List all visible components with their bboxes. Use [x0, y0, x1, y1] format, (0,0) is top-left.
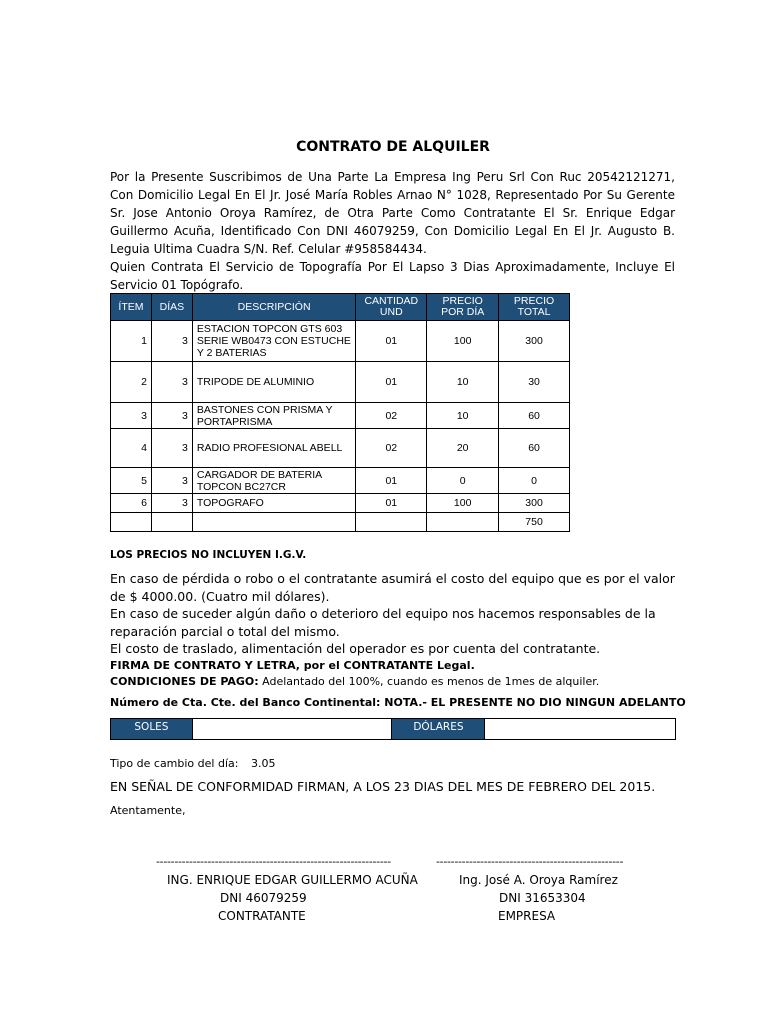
cell-dias: 3 — [151, 468, 192, 494]
cell-precio-dia: 100 — [427, 321, 499, 362]
left-signer-name: ING. ENRIQUE EDGAR GUILLERMO ACUÑA — [167, 873, 418, 887]
cell-precio-total: 30 — [499, 362, 570, 403]
intro-paragraph: Por la Presente Suscribimos de Una Parte La Empresa Ing Peru Srl Con Ruc 20542121271, Con Domicilio Legal En El Jr. José María Robles Arnao N° 1028, Representado Por Su Gerente Sr. Jose Antonio Oroya Ramírez, de Otra Parte Como Contratante El Sr. Enrique Edgar Guillermo Acuña, Identificado Con DNI 46079259, Con Domicilio Legal En El Jr. Augusto B. Leguia Ultima Cuadra S/N. Ref. Celular #958584434. — [110, 170, 675, 256]
table-row — [111, 321, 570, 362]
left-signature-line: ---------------------------------------------------------------- — [156, 855, 391, 868]
bank-table — [110, 718, 676, 740]
cell-dias: 3 — [151, 403, 192, 429]
cell-dias: 3 — [151, 429, 192, 468]
cell-precio-dia: 100 — [427, 494, 499, 513]
exchange-value: 3.05 — [250, 757, 276, 770]
cell-item: 4 — [111, 429, 152, 468]
empty-cell — [192, 513, 355, 532]
right-signature-line: --------------------------------------------------- — [436, 855, 624, 868]
document-title: CONTRATO DE ALQUILER — [296, 139, 490, 155]
cell-descripcion: TRIPODE DE ALUMINIO — [192, 362, 355, 403]
header-cantidad: CANTIDAD UND — [356, 294, 427, 321]
cell-grand-total: 750 — [499, 513, 570, 532]
exchange-rate — [110, 757, 275, 770]
conditions-section — [110, 570, 675, 690]
table-row — [111, 494, 570, 513]
cell-descripcion: CARGADOR DE BATERIA TOPCON BC27CR — [192, 468, 355, 494]
transport-paragraph: El costo de traslado, alimentación del operador es por cuenta del contratante. — [110, 641, 601, 656]
damage-paragraph: En caso de suceder algún daño o deterioro del equipo nos hacemos responsables de la reparación parcial o total del mismo. — [110, 606, 656, 639]
intro-section — [110, 168, 675, 294]
conformity-statement: EN SEÑAL DE CONFORMIDAD FIRMAN, A LOS 23 DIAS DEL MES DE FEBRERO DEL 2015. — [110, 779, 656, 794]
exchange-label: Tipo de cambio del día: — [110, 757, 239, 770]
dolares-label: DÓLARES — [392, 719, 485, 740]
cell-descripcion: RADIO PROFESIONAL ABELL — [192, 429, 355, 468]
cell-cantidad: 01 — [356, 494, 427, 513]
cell-precio-total: 0 — [499, 468, 570, 494]
igv-note: LOS PRECIOS NO INCLUYEN I.G.V. — [110, 549, 307, 561]
cell-cantidad: 01 — [356, 468, 427, 494]
cell-item: 6 — [111, 494, 152, 513]
dolares-field[interactable] — [485, 719, 676, 740]
cell-precio-total: 300 — [499, 494, 570, 513]
table-row — [111, 429, 570, 468]
payment-label: CONDICIONES DE PAGO: — [110, 674, 259, 688]
soles-field[interactable] — [192, 719, 392, 740]
empty-cell — [427, 513, 499, 532]
left-signer-dni: DNI 46079259 — [220, 891, 307, 905]
cell-descripcion: BASTONES CON PRISMA Y PORTAPRISMA — [192, 403, 355, 429]
right-signer-dni: DNI 31653304 — [499, 891, 586, 905]
cell-precio-dia: 0 — [427, 468, 499, 494]
cell-descripcion: ESTACION TOPCON GTS 603 SERIE WB0473 CON ESTUCHE Y 2 BATERIAS — [192, 321, 355, 362]
header-descripcion: DESCRIPCIÓN — [192, 294, 355, 321]
right-signer-name: Ing. José A. Oroya Ramírez — [459, 873, 618, 887]
header-precio-total: PRECIO TOTAL — [499, 294, 570, 321]
cell-descripcion: TOPOGRAFO — [192, 494, 355, 513]
right-signer-role: EMPRESA — [498, 909, 556, 923]
header-precio-dia: PRECIO POR DÍA — [427, 294, 499, 321]
cell-cantidad: 02 — [356, 403, 427, 429]
table-row — [111, 468, 570, 494]
cell-item: 1 — [111, 321, 152, 362]
account-note: Número de Cta. Cte. del Banco Continental: NOTA.- EL PRESENTE NO DIO NINGUN ADELANTO — [110, 696, 686, 709]
cell-cantidad: 01 — [356, 321, 427, 362]
payment-conditions — [110, 674, 675, 690]
payment-text: Adelantado del 100%, cuando es menos de 1mes de alquiler. — [262, 674, 600, 688]
equipment-table — [110, 293, 570, 532]
table-total-row — [111, 513, 570, 532]
cell-dias: 3 — [151, 321, 192, 362]
empty-cell — [151, 513, 192, 532]
cell-cantidad: 02 — [356, 429, 427, 468]
cell-cantidad: 01 — [356, 362, 427, 403]
left-signer-role: CONTRATANTE — [218, 909, 306, 923]
cell-precio-total: 300 — [499, 321, 570, 362]
regards: Atentamente, — [110, 804, 186, 817]
cell-dias: 3 — [151, 362, 192, 403]
cell-precio-total: 60 — [499, 429, 570, 468]
cell-precio-total: 60 — [499, 403, 570, 429]
cell-precio-dia: 20 — [427, 429, 499, 468]
cell-item: 2 — [111, 362, 152, 403]
cell-dias: 3 — [151, 494, 192, 513]
loss-paragraph: En caso de pérdida o robo o el contratante asumirá el costo del equipo que es por el valor de $ 4000.00. (Cuatro mil dólares). — [110, 571, 675, 604]
table-row — [111, 403, 570, 429]
cell-precio-dia: 10 — [427, 403, 499, 429]
header-item: ÍTEM — [111, 294, 152, 321]
cell-precio-dia: 10 — [427, 362, 499, 403]
cell-item: 3 — [111, 403, 152, 429]
empty-cell — [356, 513, 427, 532]
service-paragraph: Quien Contrata El Servicio de Topografía Por El Lapso 3 Dias Aproximadamente, Incluye El Servicio 01 Topógrafo. — [110, 260, 675, 292]
cell-item: 5 — [111, 468, 152, 494]
empty-cell — [111, 513, 152, 532]
signature-note: FIRMA DE CONTRATO Y LETRA, por el CONTRATANTE Legal. — [110, 658, 475, 672]
header-dias: DÍAS — [151, 294, 192, 321]
soles-label: SOLES — [111, 719, 193, 740]
table-header-row — [111, 294, 570, 321]
table-row — [111, 362, 570, 403]
